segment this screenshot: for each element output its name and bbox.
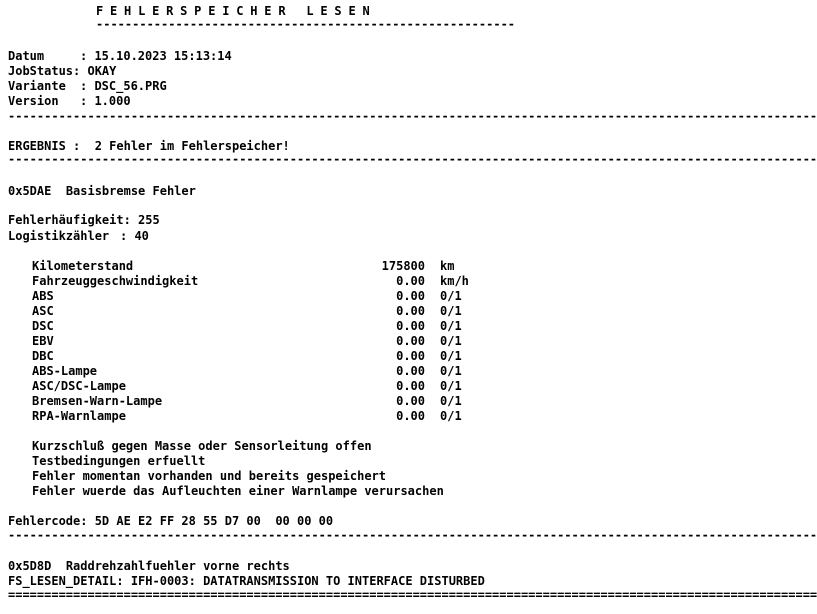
separator-double-line: ================================================================================================================ xyxy=(8,588,817,602)
separator-line: ---------------------------------------------------------------------------------------------------------------- xyxy=(8,109,817,123)
separator-line: ---------------------------------------------------------------------------------------------------------------- xyxy=(8,152,817,166)
condition-value: 0.00 xyxy=(396,274,425,288)
condition-name: ASC/DSC-Lampe xyxy=(32,379,126,393)
condition-name: ASC xyxy=(32,304,54,318)
separator-line: ---------------------------------------------------------------------------------------------------------------- xyxy=(8,528,817,542)
condition-name: ABS xyxy=(32,289,54,303)
header-value: 15.10.2023 15:13:14 xyxy=(94,49,232,63)
header-value: 1.000 xyxy=(94,94,131,108)
condition-value: 0.00 xyxy=(396,334,425,348)
condition-name: EBV xyxy=(32,334,54,348)
condition-name: RPA-Warnlampe xyxy=(32,409,126,423)
condition-value: 0.00 xyxy=(396,409,425,423)
condition-name: Kilometerstand xyxy=(32,259,134,273)
result-text: 2 Fehler im Fehlerspeicher! xyxy=(94,139,290,153)
condition-row xyxy=(32,259,532,274)
condition-value: 175800 xyxy=(381,259,425,273)
header-value: DSC_56.PRG xyxy=(94,79,167,93)
result-label: ERGEBNIS xyxy=(8,139,66,153)
condition-unit: 0/1 xyxy=(440,319,462,333)
condition-unit: km/h xyxy=(440,274,469,288)
error-code: 0x5D8D xyxy=(8,559,52,573)
condition-row xyxy=(32,409,532,424)
condition-name: Fahrzeuggeschwindigkeit xyxy=(32,274,199,288)
condition-row xyxy=(32,274,532,289)
condition-unit: 0/1 xyxy=(440,304,462,318)
header-label: Variante xyxy=(8,79,66,93)
error-2-heading xyxy=(8,559,290,574)
condition-name: DSC xyxy=(32,319,54,333)
error-note: Fehler momentan vorhanden und bereits gespeichert xyxy=(32,469,387,483)
header-label: Version xyxy=(8,94,59,108)
condition-value: 0.00 xyxy=(396,364,425,378)
header-row-jobstatus: JobStatus: OKAY xyxy=(8,64,117,78)
error-1-heading xyxy=(8,184,196,199)
logistics-value: 40 xyxy=(134,229,149,243)
error-1-frequency: Fehlerhäufigkeit: 255 xyxy=(8,213,160,227)
error-name: Basisbremse Fehler xyxy=(65,184,196,198)
header-row-version: Version : 1.000 xyxy=(8,94,131,108)
condition-row xyxy=(32,289,532,304)
header-row-variante: Variante : DSC_56.PRG xyxy=(8,79,167,93)
error-name: Raddrehzahlfuehler vorne rechts xyxy=(65,559,290,573)
errorcode-line: Fehlercode: 5D AE E2 FF 28 55 D7 00 00 00 00 xyxy=(8,514,334,528)
condition-row xyxy=(32,334,532,349)
frequency-value: 255 xyxy=(138,213,160,227)
condition-value: 0.00 xyxy=(396,349,425,363)
condition-unit: 0/1 xyxy=(440,349,462,363)
condition-row xyxy=(32,394,532,409)
condition-value: 0.00 xyxy=(396,289,425,303)
header-value: OKAY xyxy=(87,64,117,78)
header-label: JobStatus xyxy=(8,64,74,78)
error-2-detail: FS_LESEN_DETAIL: IFH-0003: DATATRANSMISSION TO INTERFACE DISTURBED xyxy=(8,574,485,588)
condition-name: Bremsen-Warn-Lampe xyxy=(32,394,163,408)
error-note: Fehler wuerde das Aufleuchten einer Warnlampe verursachen xyxy=(32,484,444,498)
condition-unit: 0/1 xyxy=(440,379,462,393)
condition-row xyxy=(32,364,532,379)
condition-unit: 0/1 xyxy=(440,289,462,303)
condition-value: 0.00 xyxy=(396,394,425,408)
error-1-logistics: Logistikzähler : 40 xyxy=(8,229,149,243)
report-title: FEHLERSPEICHER LESEN xyxy=(96,4,377,18)
condition-unit: 0/1 xyxy=(440,364,462,378)
title-underline: ---------------------------------------------------------- xyxy=(96,17,516,31)
condition-unit: 0/1 xyxy=(440,334,462,348)
condition-value: 0.00 xyxy=(396,304,425,318)
condition-row xyxy=(32,379,532,394)
error-note: Testbedingungen erfuellt xyxy=(32,454,206,468)
error-note: Kurzschluß gegen Masse oder Sensorleitung offen xyxy=(32,439,372,453)
condition-row xyxy=(32,319,532,334)
condition-unit: 0/1 xyxy=(440,394,462,408)
condition-unit: 0/1 xyxy=(440,409,462,423)
condition-unit: km xyxy=(440,259,455,273)
errorcode-label: Fehlercode xyxy=(8,514,81,528)
condition-value: 0.00 xyxy=(396,319,425,333)
condition-name: ABS-Lampe xyxy=(32,364,98,378)
result-line: ERGEBNIS : 2 Fehler im Fehlerspeicher! xyxy=(8,139,290,153)
condition-value: 0.00 xyxy=(396,379,425,393)
frequency-label: Fehlerhäufigkeit xyxy=(8,213,124,227)
error-code: 0x5DAE xyxy=(8,184,52,198)
header-row-datum: Datum : 15.10.2023 15:13:14 xyxy=(8,49,232,63)
condition-name: DBC xyxy=(32,349,54,363)
header-label: Datum xyxy=(8,49,45,63)
condition-row xyxy=(32,349,532,364)
errorcode-value: 5D AE E2 FF 28 55 D7 00 00 00 00 xyxy=(94,514,334,528)
condition-row xyxy=(32,304,532,319)
logistics-label: Logistikzähler xyxy=(8,229,110,243)
